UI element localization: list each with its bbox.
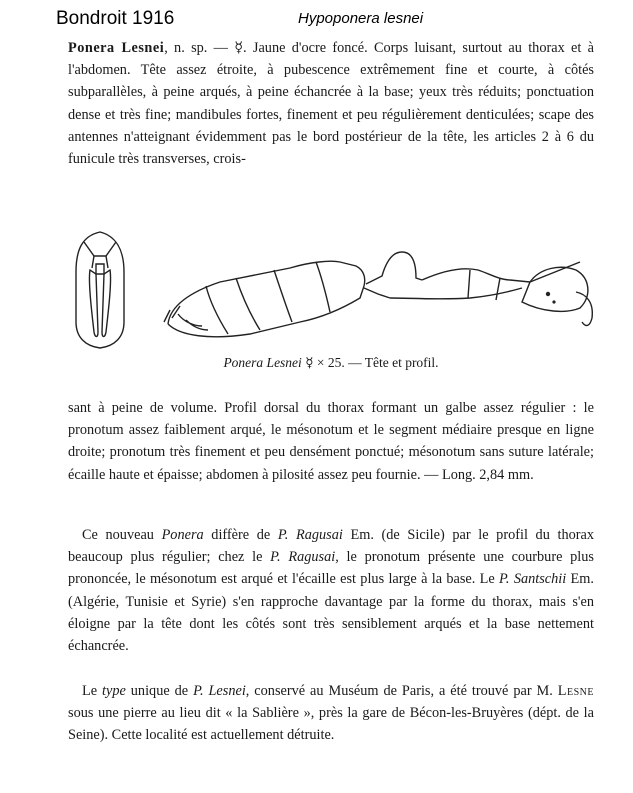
taxon-italic: P. Ragusai xyxy=(270,549,336,566)
head-frontal-drawing xyxy=(76,232,124,348)
type-locality-paragraph xyxy=(68,680,594,747)
type-italic: type xyxy=(102,683,126,699)
text-run: unique de xyxy=(125,683,194,699)
description-paragraph-2: sant à peine de volume. Profil dorsal du thorax formant un galbe assez régulier : le pronotum assez faiblement arqué, le mésonotum et le segment médiaire presque en ligne droite; pronotum très finement et peu densément ponctué; mésonotum sans suture latérale; écaille haute et épaisse; abdomen à pilosité assez peu fournie. — Long. 2,84 mm. xyxy=(68,400,594,483)
text-run: Em. (de Sicile) par le profil du thorax beaucoup plus régulier; chez le xyxy=(68,527,594,566)
author-year-header: Bondroit 1916 xyxy=(56,8,175,29)
ant-figure xyxy=(60,222,600,362)
text-run: Ce nouveau xyxy=(82,527,162,543)
eye-marks xyxy=(546,292,556,304)
text-run: diffère de xyxy=(203,527,278,543)
collector-name: Lesne xyxy=(557,683,594,699)
text-run: Le xyxy=(82,683,103,699)
figure-caption xyxy=(68,355,594,371)
description-paragraph-1 xyxy=(68,37,594,170)
comparison-paragraph xyxy=(68,524,594,657)
taxon-italic: P. Santschii xyxy=(499,571,567,588)
taxon-name: Ponera Lesnei xyxy=(68,40,165,56)
taxon-italic: P. Ragusai xyxy=(277,527,343,543)
caption-taxon: Ponera Lesnei xyxy=(223,355,302,370)
body-profile-drawing xyxy=(164,252,592,337)
caption-text: ☿ × 25. — Tête et profil. xyxy=(301,355,439,370)
paragraph-1-text: , n. sp. — ☿. Jaune d'ocre foncé. Corps luisant, surtout au thorax et à l'abdomen. Tête assez étroite, à pubescence extrêmement fine et courte, à côtés subparallèles, à peine arqués, à peine échancrée à la base; yeux très réduits; ponctuation dense et très fine; mandibules fortes, finement et peu régulièrement denticulées; scape des antennes n'atteignant évidemment pas le bord postérieur de la tête, les articles 2 à 6 du funicule très transverses, crois- xyxy=(68,40,594,168)
taxon-italic: P. Lesnei xyxy=(193,683,246,699)
species-header: Hypoponera lesnei xyxy=(298,10,424,27)
text-run: sous une pierre au lieu dit « la Sablière », près la gare de Bécon-les-Bruyères (dépt. de la Seine). Cette localité est actuellement détruite. xyxy=(68,705,594,744)
taxon-italic: Ponera xyxy=(161,527,204,543)
text-run: , conservé au Muséum de Paris, a été trouvé par M. xyxy=(245,683,558,699)
text-run: , le pronotum présente une courbure plus prononcée, le mésonotum est arqué et l'écaille est plus large à la base. Le xyxy=(68,549,594,588)
text-run: Em. (Algérie, Tunisie et Syrie) s'en rapproche davantage par la forme du thorax, mais s'en éloigne par la tête dont les côtés sont très sensiblement arqués et la base nettement échancrée. xyxy=(68,571,594,655)
